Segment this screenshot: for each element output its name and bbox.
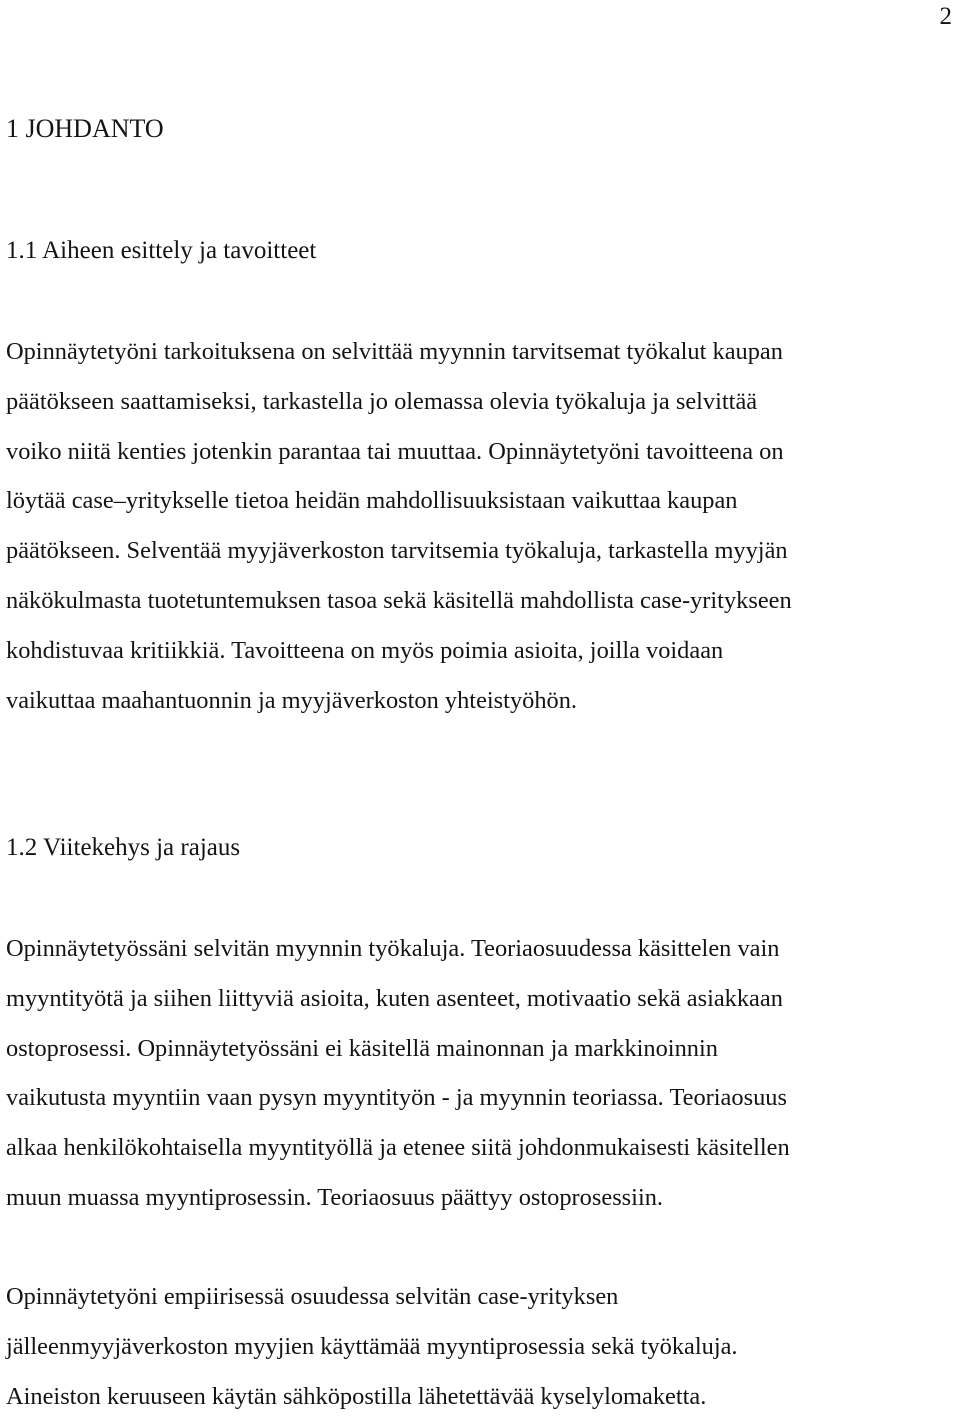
paragraph-line: Opinnäytetyöni tarkoituksena on selvittää myynnin tarvitsemat työkalut kaupan [6,338,783,365]
paragraph-line: muun muassa myyntiprosessin. Teoriaosuus päättyy ostoprosessiin. [6,1183,664,1211]
paragraph-line: vaikutusta myyntiin vaan pysyn myyntityön - ja myynnin teoriassa. Teoriaosuus [6,1084,787,1112]
paragraph-line: alkaa henkilökohtaisella myyntityöllä ja etenee siitä johdonmukaisesti käsitellen [6,1134,790,1162]
paragraph-line: Opinnäytetyössäni selvitän myynnin työkaluja. Teoriaosuudessa käsittelen vain [6,935,780,962]
paragraph-line: näkökulmasta tuotetuntemuksen tasoa sekä käsitellä mahdollista case-yritykseen [6,586,792,614]
paragraph-line: myyntityötä ja siihen liittyviä asioita, kuten asenteet, motivaatio sekä asiakkaan [6,984,783,1012]
paragraph-line: ostoprosessi. Opinnäytetyössäni ei käsitellä mainonnan ja markkinoinnin [6,1034,718,1062]
paragraph-line: vaikuttaa maahantuonnin ja myyjäverkoston yhteistyöhön. [6,686,578,714]
paragraph-line: voiko niitä kenties jotenkin parantaa tai muuttaa. Opinnäytetyöni tavoitteena on [6,437,784,465]
paragraph-line: jälleenmyyjäverkoston myyjien käyttämää myyntiprosessia sekä työkaluja. [6,1332,738,1360]
paragraph-line: Aineiston keruuseen käytän sähköpostilla lähetettävää kyselylomaketta. [6,1382,707,1410]
paragraph-viitekehys [6,924,956,1223]
paragraph-line: löytää case–yritykselle tietoa heidän mahdollisuuksistaan vaikuttaa kaupan [6,487,738,515]
paragraph-empiirinen-osuus [6,1272,956,1421]
paragraph-line: päätökseen saattamiseksi, tarkastella jo olemassa olevia työkaluja ja selvittää [6,387,758,415]
paragraph-line: Opinnäytetyöni empiirisessä osuudessa selvitän case-yrityksen [6,1283,619,1310]
paragraph-aiheen-esittely [6,327,956,725]
paragraph-line: päätökseen. Selventää myyjäverkoston tarvitsemia työkaluja, tarkastella myyjän [6,537,788,565]
section-heading-aiheen-esittely: 1.1 Aiheen esittely ja tavoitteet [6,237,317,264]
chapter-heading: 1 JOHDANTO [6,114,164,143]
page-number: 2 [939,3,952,30]
section-heading-viitekehys: 1.2 Viitekehys ja rajaus [6,834,241,861]
paragraph-line: kohdistuvaa kritiikkiä. Tavoitteena on myös poimia asioita, joilla voidaan [6,636,724,664]
